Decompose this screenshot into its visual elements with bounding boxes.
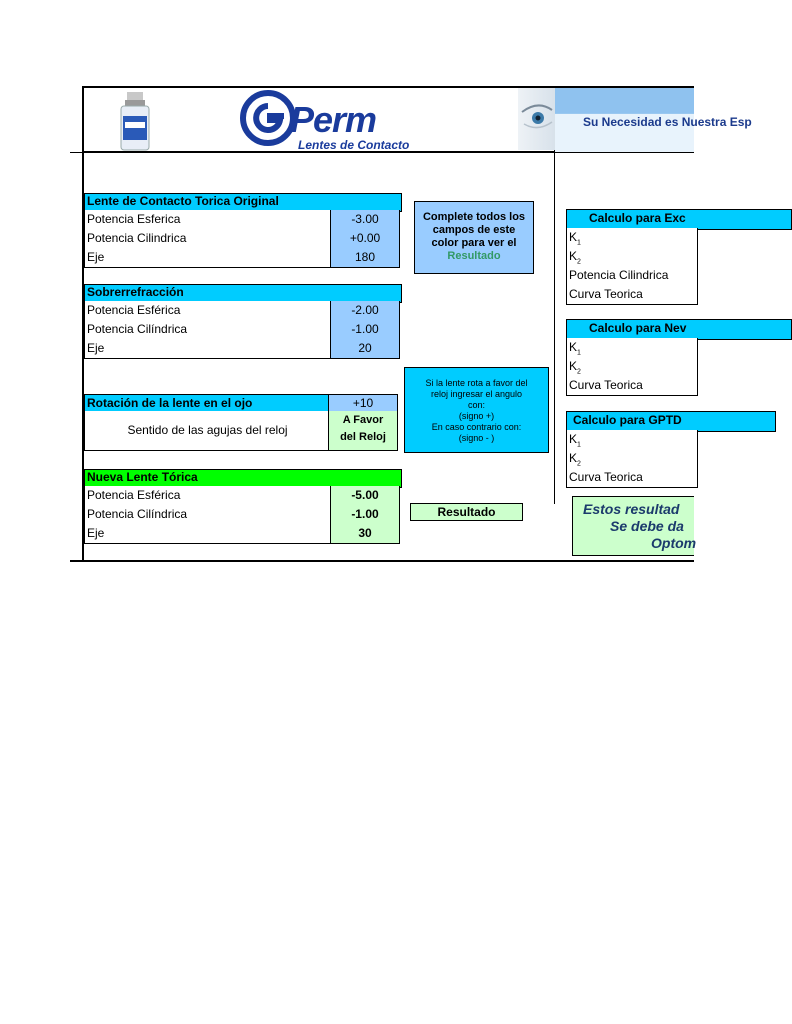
row-label: Eje: [87, 341, 105, 355]
row-label: Eje: [87, 250, 105, 264]
calc-gpt-title: Calculo para GPTD: [566, 411, 776, 432]
sobre-eje-input[interactable]: 20: [330, 339, 399, 358]
row-label: Potencia Cilindrica: [87, 231, 187, 245]
note-line: (signo +): [458, 411, 495, 421]
disclaimer-line: Optom: [651, 535, 697, 551]
row-label: Potencia Esferica: [87, 212, 181, 226]
table-row: [84, 229, 400, 249]
table-row: [84, 301, 400, 321]
results-disclaimer: [572, 496, 697, 556]
sobre-cilindrica-input[interactable]: -1.00: [330, 320, 399, 339]
sentido-value-line2: del Reloj: [340, 431, 386, 443]
k-label: K: [569, 451, 578, 465]
nueva-cilindrica-value: -1.00: [330, 505, 399, 524]
esferica-input[interactable]: -3.00: [330, 210, 399, 229]
row-label: Potencia Cilíndrica: [87, 322, 188, 336]
vial-icon: [117, 92, 153, 150]
note-line: con:: [467, 400, 485, 410]
rotacion-section: [84, 394, 398, 412]
note-line: Resultado: [447, 250, 501, 262]
table-row: [566, 247, 698, 267]
cilindrica-input[interactable]: +0.00: [330, 229, 399, 248]
note-line: color para ver el: [431, 237, 517, 249]
original-section-title: Lente de Contacto Torica Original: [84, 193, 402, 212]
note-line: reloj ingresar el angulo: [430, 389, 523, 399]
logo-subtitle: Lentes de Contacto: [298, 138, 410, 152]
table-row: [84, 320, 400, 340]
k-label: K: [569, 249, 578, 263]
table-row: [566, 449, 698, 469]
row-label: Potencia Esférica: [87, 488, 181, 502]
disclaimer-line: Estos resultad: [583, 501, 680, 517]
note-line: En caso contrario con:: [431, 422, 522, 432]
k-subscript: 1: [577, 441, 581, 449]
table-row: [566, 338, 698, 358]
table-row: [566, 357, 698, 377]
table-row: [84, 505, 400, 525]
k-label: K: [569, 359, 578, 373]
slogan-banner: [555, 88, 752, 152]
table-row: Potencia Cilindrica: [566, 266, 698, 286]
note-line: Si la lente rota a favor del: [425, 378, 528, 388]
k-subscript: 2: [577, 258, 581, 266]
rotation-note: [404, 367, 549, 453]
k-label: K: [569, 432, 578, 446]
note-line: (signo - ): [458, 433, 495, 443]
k-subscript: 1: [577, 239, 581, 247]
calc-exc-title: Calculo para Exc: [566, 209, 792, 230]
table-row: [84, 486, 400, 506]
table-row: Curva Teorica: [566, 468, 698, 488]
rotacion-title: Rotación de la lente en el ojo: [87, 396, 253, 410]
sentido-row: [84, 411, 398, 451]
logo-text: Perm: [290, 99, 377, 140]
row-label: Eje: [87, 526, 105, 540]
table-row: [84, 339, 400, 359]
eye-icon: [518, 88, 556, 150]
table-row: [566, 228, 698, 248]
row-label: Potencia Cilíndrica: [87, 507, 188, 521]
table-row: Curva Teorica: [566, 376, 698, 396]
sentido-select[interactable]: [328, 411, 397, 450]
nueva-section-title: Nueva Lente Tórica: [84, 469, 402, 488]
slogan-text: Su Necesidad es Nuestra Esp: [583, 115, 752, 129]
table-row: [84, 248, 400, 268]
row-label: Potencia Esférica: [87, 303, 181, 317]
table-row: [566, 430, 698, 450]
table-row: [84, 524, 400, 544]
k-subscript: 2: [577, 368, 581, 376]
k-subscript: 1: [577, 349, 581, 357]
table-row: [84, 210, 400, 230]
resultado-button[interactable]: Resultado: [410, 503, 523, 521]
rotacion-input[interactable]: +10: [328, 395, 397, 411]
k-subscript: 2: [577, 460, 581, 468]
sentido-label: Sentido de las agujas del reloj: [127, 423, 288, 437]
note-line: Complete todos los: [422, 211, 526, 223]
disclaimer-line: Se debe da: [610, 518, 684, 534]
nueva-eje-value: 30: [330, 524, 399, 543]
sentido-value-line1: A Favor: [342, 414, 384, 426]
eye-image: [518, 88, 556, 150]
frame-tick-line: [70, 152, 84, 153]
eje-input[interactable]: 180: [330, 248, 399, 267]
frame-bottom-line: [70, 560, 694, 562]
g-logo-icon: [240, 90, 296, 146]
k-label: K: [569, 340, 578, 354]
table-row: Curva Teorica: [566, 285, 698, 305]
sobrerrefraccion-section-title: Sobrerrefracción: [84, 284, 402, 303]
k-label: K: [569, 230, 578, 244]
sobre-esferica-input[interactable]: -2.00: [330, 301, 399, 320]
note-line: campos de este: [432, 224, 516, 236]
instructions-note: [414, 201, 534, 274]
nueva-esferica-value: -5.00: [330, 486, 399, 505]
calc-nev-title: Calculo para Nev: [566, 319, 792, 340]
